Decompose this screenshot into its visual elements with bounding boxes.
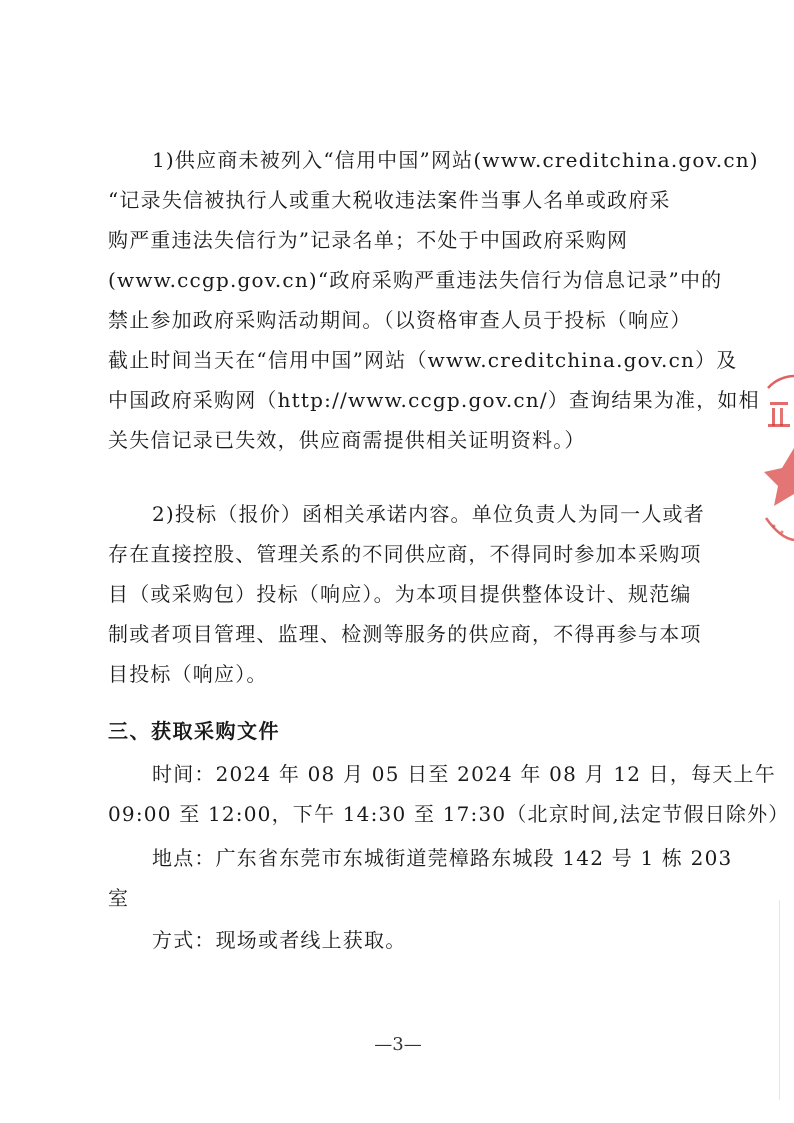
paragraph-commitment <box>108 494 704 694</box>
text-line: 室 <box>108 886 130 910</box>
text-line: 中国政府采购网（http://www.ccgp.gov.cn/）查询结果为准，如相 <box>108 388 760 412</box>
scan-edge-line <box>779 900 780 1100</box>
text-line: 截止时间当天在“信用中国”网站（www.creditchina.gov.cn）及 <box>108 348 738 372</box>
paragraph-method <box>108 920 704 960</box>
text-line: (www.ccgp.gov.cn)“政府采购严重违法失信行为信息记录”中的 <box>108 268 723 292</box>
text-line: 地点：广东省东莞市东城街道莞樟路东城段 142 号 1 栋 203 <box>152 846 733 870</box>
text-line: 09:00 至 12:00，下午 14:30 至 17:30（北京时间,法定节假日除外） <box>108 802 790 826</box>
text-line: 1)供应商未被列入“信用中国”网站(www.creditchina.gov.cn) <box>152 148 759 172</box>
text-line: 制或者项目管理、监理、检测等服务的供应商，不得再参与本项 <box>108 622 702 646</box>
text-line: 方式：现场或者线上获取。 <box>152 928 407 952</box>
text-line: “记录失信被执行人或重大税收违法案件当事人名单或政府采 <box>108 188 671 212</box>
page-number: —3— <box>374 1034 422 1055</box>
text-line: 关失信记录已失效，供应商需提供相关证明资料。） <box>108 428 586 452</box>
text-line: 购严重违法失信行为”记录名单；不处于中国政府采购网 <box>108 228 629 252</box>
text-line: 存在直接控股、管理关系的不同供应商，不得同时参加本采购项 <box>108 542 702 566</box>
paragraph-credit-requirement <box>108 140 760 460</box>
paragraph-time <box>108 754 790 834</box>
paragraph-place <box>108 838 733 918</box>
text-line: 目（或采购包）投标（响应）。为本项目提供整体设计、规范编 <box>108 582 692 606</box>
text-line: 禁止参加政府采购活动期间。（以资格审查人员于投标（响应） <box>108 308 692 332</box>
text-line: 目投标（响应）。 <box>108 662 268 686</box>
seal-stamp-icon <box>754 368 794 548</box>
text-line: 时间：2024 年 08 月 05 日至 2024 年 08 月 12 日，每天上午 <box>152 762 776 786</box>
text-line: 2)投标（报价）函相关承诺内容。单位负责人为同一人或者 <box>152 502 705 526</box>
section-heading: 三、获取采购文件 <box>108 719 280 743</box>
